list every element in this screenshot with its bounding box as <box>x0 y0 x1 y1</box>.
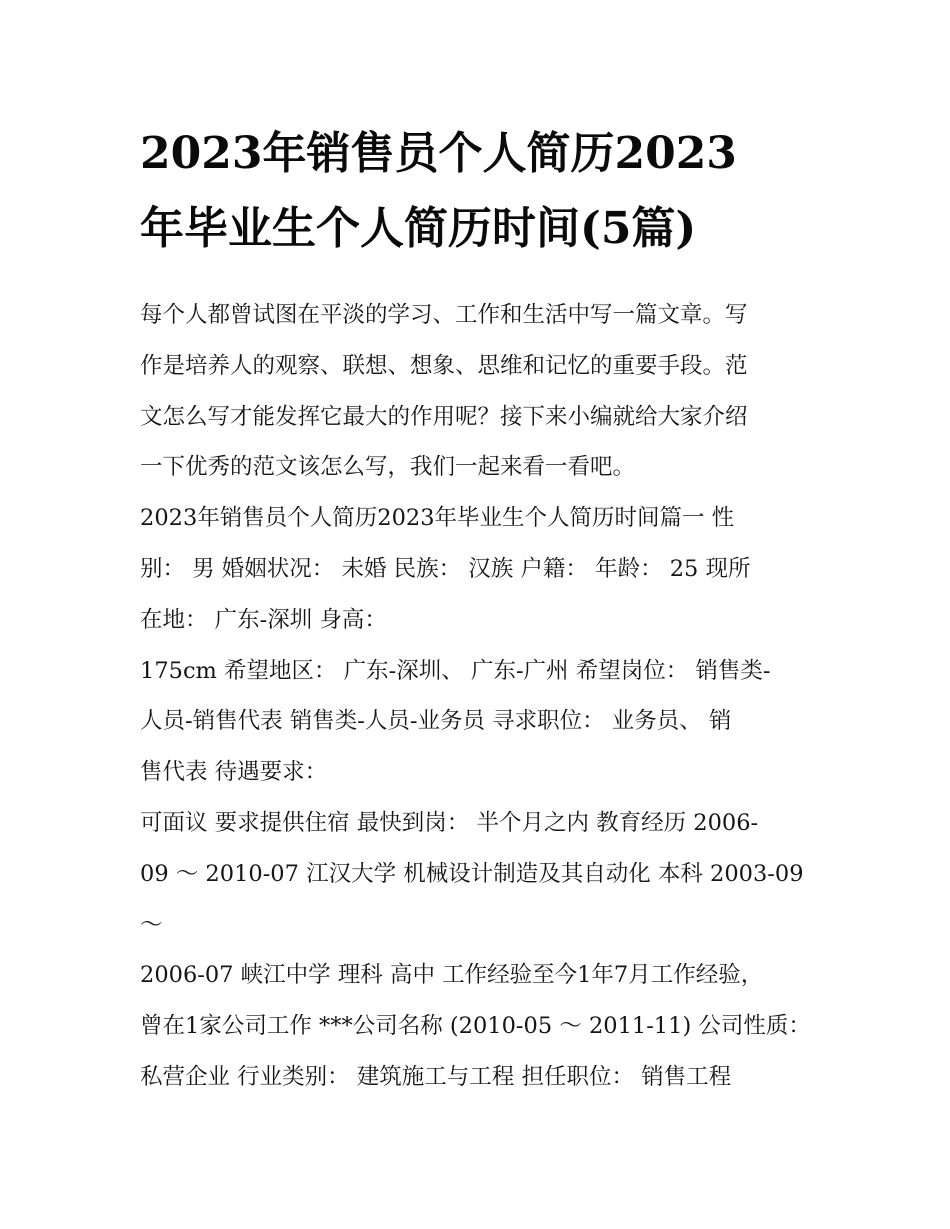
body-line-11: 可面议 要求提供住宿 最快到岗： 半个月之内 教育经历 2006- <box>140 809 759 836</box>
body-line-8: 175cm 希望地区： 广东-深圳、 广东-广州 希望岗位： 销售类- <box>140 657 771 684</box>
document-title <box>140 116 815 266</box>
title-line-2: 年毕业生个人简历时间(5篇) <box>140 203 697 254</box>
body-line-13: ～ <box>140 911 163 938</box>
body-line-14: 2006-07 峡江中学 理科 高中 工作经验至今1年7月工作经验， <box>140 962 764 989</box>
body-line-9: 人员-销售代表 销售类-人员-业务员 寻求职位： 业务员、 销 <box>140 708 732 735</box>
body-line-6: 别： 男 婚姻状况： 未婚 民族： 汉族 户籍： 年龄： 25 现所 <box>140 555 751 582</box>
body-line-3: 文怎么写才能发挥它最大的作用呢？接下来小编就给大家介绍 <box>140 403 748 430</box>
body-line-7: 在地： 广东-深圳 身高： <box>140 606 387 633</box>
document-page <box>140 116 815 1103</box>
body-line-4: 一下优秀的范文该怎么写，我们一起来看一看吧。 <box>140 454 636 481</box>
body-line-16: 私营企业 行业类别： 建筑施工与工程 担任职位： 销售工程 <box>140 1063 732 1090</box>
title-line-1: 2023年销售员个人简历2023 <box>140 128 737 179</box>
document-body <box>140 290 815 1103</box>
body-line-10: 售代表 待遇要求： <box>140 759 328 786</box>
body-line-1: 每个人都曾试图在平淡的学习、工作和生活中写一篇文章。写 <box>140 302 748 328</box>
body-line-15: 曾在1家公司工作 ***公司名称 (2010-05 ～ 2011-11) 公司性质： <box>140 1013 811 1040</box>
body-line-5: 2023年销售员个人简历2023年毕业生个人简历时间篇一 性 <box>140 505 735 532</box>
body-line-2: 作是培养人的观察、联想、想象、思维和记忆的重要手段。范 <box>140 352 748 379</box>
body-line-12: 09 ～ 2010-07 江汉大学 机械设计制造及其自动化 本科 2003-09 <box>140 860 804 887</box>
